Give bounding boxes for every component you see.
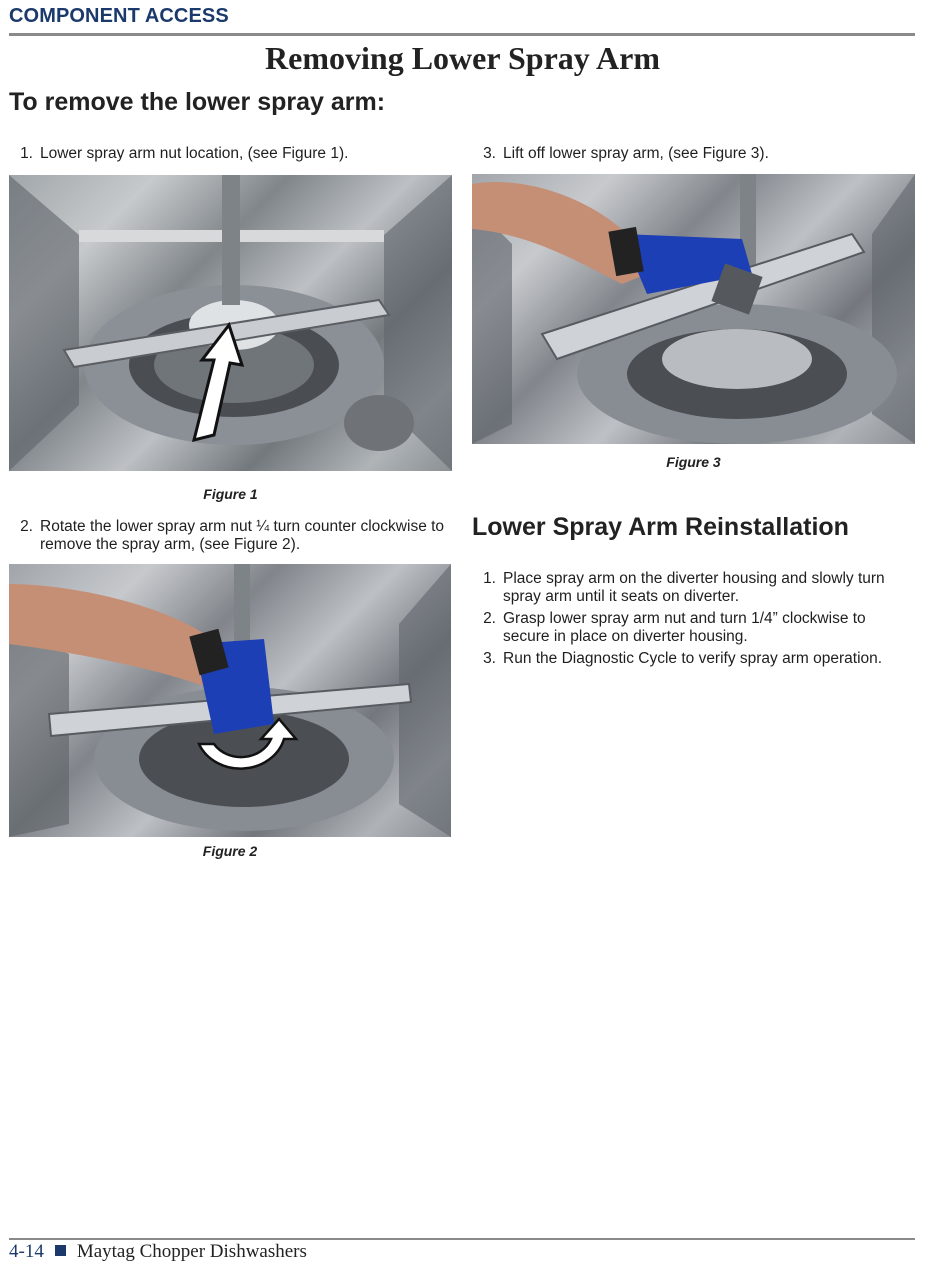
footer-rule (9, 1238, 915, 1240)
figure-3-drawing (472, 174, 915, 444)
figure-2-drawing (9, 564, 451, 837)
step-number: 3. (483, 650, 496, 667)
figure-3-caption: Figure 3 (666, 454, 721, 470)
header-rule (9, 33, 915, 36)
page-footer (9, 1241, 307, 1265)
step-text: Place spray arm on the diverter housing and slowly turn spray arm until it seats on diverter. (503, 570, 885, 605)
section-label: COMPONENT ACCESS (9, 5, 229, 27)
figure-1-image (9, 175, 452, 471)
reinstall-step-3 (472, 650, 912, 668)
figure-3-image (472, 174, 915, 444)
square-bullet-icon (55, 1245, 66, 1256)
step-number: 2. (483, 610, 496, 627)
page-title: Removing Lower Spray Arm (265, 40, 660, 76)
figure-2-image (9, 564, 451, 837)
step-number: 2. (20, 518, 33, 535)
figure-2-caption: Figure 2 (202, 843, 258, 859)
removal-step-3 (472, 145, 912, 163)
step-text: Rotate the lower spray arm nut ¼ turn counter clockwise to remove the spray arm, (see Figure 2). (40, 518, 445, 553)
reinstall-step-1 (472, 570, 912, 606)
reinstallation-heading: Lower Spray Arm Reinstallation (472, 513, 849, 541)
subheading: To remove the lower spray arm: (9, 88, 386, 116)
step-number: 1. (483, 570, 496, 587)
book-title: Maytag Chopper Dishwashers (76, 1241, 307, 1262)
step-text: Lift off lower spray arm, (see Figure 3). (503, 145, 769, 162)
step-number: 1. (20, 145, 33, 162)
removal-step-1 (9, 145, 449, 163)
step-text: Lower spray arm nut location, (see Figure 1). (40, 145, 349, 162)
page-number: 4-14 (9, 1241, 44, 1262)
figure-1-drawing (9, 175, 452, 471)
step-text: Grasp lower spray arm nut and turn 1/4” clockwise to secure in place on diverter housing. (503, 610, 866, 645)
step-text: Run the Diagnostic Cycle to verify spray arm operation. (503, 650, 883, 667)
reinstall-step-2 (472, 610, 912, 646)
figure-1-caption: Figure 1 (203, 486, 258, 502)
removal-step-2 (9, 518, 449, 554)
step-number: 3. (483, 145, 496, 162)
